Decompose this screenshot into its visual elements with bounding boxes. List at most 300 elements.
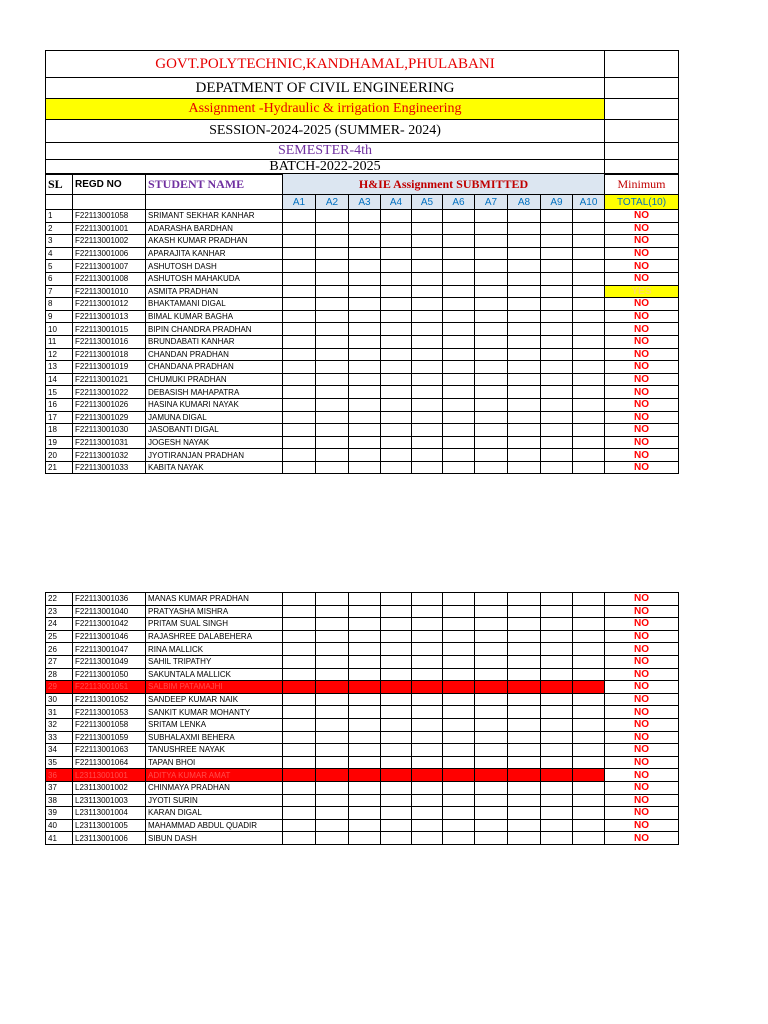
minimum-status: NO bbox=[605, 781, 679, 794]
assignment-cell bbox=[381, 361, 412, 374]
assignment-cell bbox=[475, 235, 508, 248]
assignment-cell bbox=[381, 272, 412, 285]
assignment-cell bbox=[381, 681, 412, 694]
assignment-cell bbox=[381, 323, 412, 336]
assignment-cell bbox=[475, 756, 508, 769]
assignment-cell bbox=[475, 744, 508, 757]
regd-number: F22113001001 bbox=[73, 222, 146, 235]
minimum-status: NO bbox=[605, 718, 679, 731]
student-name: PRITAM SUAL SINGH bbox=[146, 618, 283, 631]
assignment-cell bbox=[381, 693, 412, 706]
assignment-cell bbox=[316, 298, 349, 311]
assignment-cell bbox=[443, 411, 475, 424]
assignment-cell bbox=[283, 593, 316, 606]
assignment-cell bbox=[412, 361, 443, 374]
regd-number: F22113001022 bbox=[73, 386, 146, 399]
assignment-cell bbox=[349, 222, 381, 235]
assignment-cell bbox=[508, 630, 541, 643]
assignment-cell bbox=[573, 285, 605, 298]
assignment-cell bbox=[443, 373, 475, 386]
assignment-cell bbox=[475, 298, 508, 311]
assignment-cell bbox=[316, 335, 349, 348]
student-name: BIPIN CHANDRA PRADHAN bbox=[146, 323, 283, 336]
regd-number: L23113001004 bbox=[73, 807, 146, 820]
assignment-cell bbox=[541, 323, 573, 336]
regd-number: F22113001042 bbox=[73, 618, 146, 631]
assignment-cell bbox=[412, 348, 443, 361]
regd-number: F22113001040 bbox=[73, 605, 146, 618]
assignment-cell bbox=[573, 756, 605, 769]
blank-cell bbox=[46, 195, 73, 210]
assignment-cell bbox=[541, 424, 573, 437]
assignment-cell bbox=[316, 323, 349, 336]
assignment-cell bbox=[475, 681, 508, 694]
student-row bbox=[46, 718, 679, 731]
assignment-cell bbox=[381, 335, 412, 348]
assignment-cell bbox=[443, 630, 475, 643]
assignment-cell bbox=[541, 335, 573, 348]
assignment-cell bbox=[573, 794, 605, 807]
assignment-cell bbox=[283, 411, 316, 424]
assignment-cell bbox=[381, 398, 412, 411]
regd-number: F22113001021 bbox=[73, 373, 146, 386]
assignment-cell bbox=[412, 298, 443, 311]
regd-number: F22113001032 bbox=[73, 449, 146, 462]
assignment-cell bbox=[412, 449, 443, 462]
minimum-status: NO bbox=[605, 386, 679, 399]
assignment-cell bbox=[283, 461, 316, 474]
assignment-cell bbox=[283, 643, 316, 656]
assignment-cell bbox=[508, 323, 541, 336]
assignment-cell bbox=[316, 718, 349, 731]
assignment-cell bbox=[381, 718, 412, 731]
assignment-cell bbox=[508, 744, 541, 757]
assignment-cell bbox=[381, 461, 412, 474]
assignment-cell bbox=[412, 323, 443, 336]
assignment-cell bbox=[316, 756, 349, 769]
assignment-cell bbox=[316, 222, 349, 235]
assignment-cell bbox=[443, 819, 475, 832]
assignment-cell bbox=[412, 781, 443, 794]
serial-number: 3 bbox=[46, 235, 73, 248]
regd-number: F22113001029 bbox=[73, 411, 146, 424]
assignment-cell bbox=[283, 436, 316, 449]
assignment-cell bbox=[283, 449, 316, 462]
student-table-part1 bbox=[45, 173, 679, 474]
assignment-cell bbox=[349, 298, 381, 311]
assignment-cell bbox=[349, 718, 381, 731]
minimum-status: NO bbox=[605, 681, 679, 694]
assignment-cell bbox=[508, 335, 541, 348]
student-row bbox=[46, 630, 679, 643]
assignment-cell bbox=[475, 247, 508, 260]
assignment-cell bbox=[349, 655, 381, 668]
minimum-status: NO bbox=[605, 361, 679, 374]
assignment-cell bbox=[541, 618, 573, 631]
assignment-cell bbox=[541, 247, 573, 260]
student-row bbox=[46, 260, 679, 273]
assignment-cell bbox=[541, 222, 573, 235]
name-header: STUDENT NAME bbox=[146, 174, 283, 195]
assignment-cell bbox=[475, 706, 508, 719]
department-name: DEPATMENT OF CIVIL ENGINEERING bbox=[46, 78, 605, 99]
serial-number: 40 bbox=[46, 819, 73, 832]
assignment-cell bbox=[573, 731, 605, 744]
student-name: JYOTIRANJAN PRADHAN bbox=[146, 449, 283, 462]
assignment-cell bbox=[475, 718, 508, 731]
assignment-cell bbox=[443, 756, 475, 769]
assignment-number-row bbox=[46, 195, 679, 210]
serial-number: 33 bbox=[46, 731, 73, 744]
assignment-cell bbox=[573, 260, 605, 273]
student-name: CHUMUKI PRADHAN bbox=[146, 373, 283, 386]
serial-number: 5 bbox=[46, 260, 73, 273]
assignment-cell bbox=[443, 361, 475, 374]
assignment-cell bbox=[283, 373, 316, 386]
assignment-cell bbox=[443, 769, 475, 782]
student-name: JOGESH NAYAK bbox=[146, 436, 283, 449]
student-row bbox=[46, 832, 679, 845]
assignment-cell bbox=[508, 411, 541, 424]
regd-number: F22113001052 bbox=[73, 693, 146, 706]
blank-cell bbox=[605, 99, 679, 120]
minimum-status: NO bbox=[605, 210, 679, 223]
assignment-cell bbox=[541, 593, 573, 606]
assignment-cell bbox=[316, 461, 349, 474]
student-row bbox=[46, 605, 679, 618]
student-name: SUBHALAXMI BEHERA bbox=[146, 731, 283, 744]
assignment-cell bbox=[475, 832, 508, 845]
assignment-cell bbox=[381, 222, 412, 235]
serial-number: 18 bbox=[46, 424, 73, 437]
assignment-cell bbox=[283, 235, 316, 248]
student-name: BRUNDABATI KANHAR bbox=[146, 335, 283, 348]
serial-number: 4 bbox=[46, 247, 73, 260]
assignment-cell bbox=[316, 706, 349, 719]
assignment-cell bbox=[541, 260, 573, 273]
assignment-cell bbox=[508, 681, 541, 694]
assignment-cell bbox=[349, 361, 381, 374]
student-name: TANUSHREE NAYAK bbox=[146, 744, 283, 757]
session-title: SESSION-2024-2025 (SUMMER- 2024) bbox=[46, 120, 605, 143]
assignment-cell bbox=[381, 794, 412, 807]
assignment-cell bbox=[412, 461, 443, 474]
student-row bbox=[46, 323, 679, 336]
assignment-cell bbox=[475, 461, 508, 474]
assignment-cell bbox=[283, 819, 316, 832]
student-row bbox=[46, 655, 679, 668]
assignment-cell bbox=[283, 718, 316, 731]
submitted-header: H&IE Assignment SUBMITTED bbox=[283, 174, 605, 195]
minimum-status: NO bbox=[605, 807, 679, 820]
assignment-cell bbox=[283, 807, 316, 820]
assignment-cell bbox=[508, 655, 541, 668]
assignment-cell bbox=[508, 260, 541, 273]
assignment-cell bbox=[283, 706, 316, 719]
assignment-cell bbox=[349, 411, 381, 424]
regd-number: F22113001064 bbox=[73, 756, 146, 769]
assignment-cell bbox=[283, 605, 316, 618]
assignment-cell bbox=[349, 706, 381, 719]
student-name: PRATYASHA MISHRA bbox=[146, 605, 283, 618]
college-name: GOVT.POLYTECHNIC,KANDHAMAL,PHULABANI bbox=[46, 51, 605, 78]
assignment-cell bbox=[412, 794, 443, 807]
assignment-cell bbox=[573, 668, 605, 681]
assignment-cell bbox=[316, 386, 349, 399]
regd-number: F22113001047 bbox=[73, 643, 146, 656]
blank-cell bbox=[605, 51, 679, 78]
student-name: KARAN DIGAL bbox=[146, 807, 283, 820]
assignment-cell bbox=[316, 436, 349, 449]
regd-number: F22113001053 bbox=[73, 706, 146, 719]
assignment-cell bbox=[283, 386, 316, 399]
student-name: KABITA NAYAK bbox=[146, 461, 283, 474]
assignment-cell bbox=[508, 794, 541, 807]
minimum-status: NO bbox=[605, 655, 679, 668]
assignment-cell bbox=[475, 693, 508, 706]
student-row bbox=[46, 781, 679, 794]
assignment-cell bbox=[573, 655, 605, 668]
minimum-status: NO bbox=[605, 436, 679, 449]
assignment-cell bbox=[316, 593, 349, 606]
assignment-cell bbox=[508, 235, 541, 248]
assignment-cell bbox=[412, 386, 443, 399]
assignment-cell bbox=[443, 655, 475, 668]
assignment-cell bbox=[283, 247, 316, 260]
assignment-cell bbox=[573, 681, 605, 694]
student-row bbox=[46, 373, 679, 386]
assignment-cell bbox=[412, 769, 443, 782]
assignment-cell bbox=[508, 424, 541, 437]
regd-number: F22113001010 bbox=[73, 285, 146, 298]
assignment-cell bbox=[443, 449, 475, 462]
assignment-cell bbox=[381, 781, 412, 794]
assignment-cell bbox=[508, 373, 541, 386]
assignment-cell bbox=[573, 272, 605, 285]
minimum-status: NO bbox=[605, 247, 679, 260]
assignment-cell bbox=[541, 461, 573, 474]
regd-number: F22113001059 bbox=[73, 731, 146, 744]
minimum-status: NO bbox=[605, 630, 679, 643]
minimum-status: NO bbox=[605, 449, 679, 462]
assignment-cell bbox=[381, 310, 412, 323]
assignment-cell bbox=[475, 398, 508, 411]
regd-number: L23113001002 bbox=[73, 781, 146, 794]
assignment-cell bbox=[349, 386, 381, 399]
regd-number: L23113001006 bbox=[73, 832, 146, 845]
assignment-cell bbox=[541, 731, 573, 744]
assignment-cell bbox=[283, 693, 316, 706]
assignment-cell bbox=[541, 272, 573, 285]
regd-number: F22113001015 bbox=[73, 323, 146, 336]
regd-number: F22113001006 bbox=[73, 247, 146, 260]
serial-number: 34 bbox=[46, 744, 73, 757]
assignment-cell bbox=[443, 386, 475, 399]
assignment-cell bbox=[381, 630, 412, 643]
serial-number: 19 bbox=[46, 436, 73, 449]
assignment-cell bbox=[283, 285, 316, 298]
assignment-cell bbox=[316, 398, 349, 411]
assignment-cell bbox=[316, 235, 349, 248]
assignment-cell bbox=[573, 298, 605, 311]
assignment-cell bbox=[541, 744, 573, 757]
assignment-cell bbox=[573, 461, 605, 474]
serial-number: 17 bbox=[46, 411, 73, 424]
assignment-cell bbox=[283, 210, 316, 223]
minimum-status: NO bbox=[605, 298, 679, 311]
regd-number: F22113001050 bbox=[73, 668, 146, 681]
blank-cell bbox=[146, 195, 283, 210]
assignment-cell bbox=[443, 272, 475, 285]
minimum-status: NO bbox=[605, 643, 679, 656]
minimum-status: NO bbox=[605, 235, 679, 248]
student-name: ADARASHA BARDHAN bbox=[146, 222, 283, 235]
assignment-cell bbox=[381, 411, 412, 424]
assignment-cell bbox=[349, 794, 381, 807]
serial-number: 25 bbox=[46, 630, 73, 643]
assignment-cell bbox=[349, 781, 381, 794]
assignment-cell bbox=[412, 335, 443, 348]
assignment-cell bbox=[443, 643, 475, 656]
assignment-cell bbox=[349, 731, 381, 744]
assignment-cell bbox=[541, 706, 573, 719]
assignment-cell bbox=[573, 247, 605, 260]
assignment-cell bbox=[349, 235, 381, 248]
assignment-cell bbox=[541, 718, 573, 731]
assignment-header-a1: A1 bbox=[283, 195, 316, 210]
assignment-cell bbox=[475, 411, 508, 424]
assignment-cell bbox=[381, 756, 412, 769]
student-name: MANAS KUMAR PRADHAN bbox=[146, 593, 283, 606]
assignment-cell bbox=[573, 361, 605, 374]
total-header: TOTAL(10) bbox=[605, 195, 679, 210]
assignment-cell bbox=[283, 781, 316, 794]
assignment-cell bbox=[443, 461, 475, 474]
assignment-cell bbox=[573, 832, 605, 845]
assignment-cell bbox=[541, 807, 573, 820]
serial-number: 36 bbox=[46, 769, 73, 782]
assignment-cell bbox=[443, 781, 475, 794]
minimum-status: NO bbox=[605, 323, 679, 336]
student-name: RAJASHREE DALABEHERA bbox=[146, 630, 283, 643]
assignment-cell bbox=[541, 681, 573, 694]
assignment-cell bbox=[475, 781, 508, 794]
regd-number: F22113001051 bbox=[73, 681, 146, 694]
assignment-cell bbox=[443, 348, 475, 361]
assignment-cell bbox=[412, 731, 443, 744]
assignment-cell bbox=[443, 247, 475, 260]
assignment-cell bbox=[349, 260, 381, 273]
serial-number: 6 bbox=[46, 272, 73, 285]
assignment-cell bbox=[573, 310, 605, 323]
student-row bbox=[46, 769, 679, 782]
assignment-cell bbox=[573, 323, 605, 336]
assignment-cell bbox=[475, 449, 508, 462]
student-row bbox=[46, 272, 679, 285]
assignment-cell bbox=[475, 630, 508, 643]
serial-number: 28 bbox=[46, 668, 73, 681]
assignment-cell bbox=[475, 794, 508, 807]
assignment-cell bbox=[508, 706, 541, 719]
assignment-cell bbox=[316, 769, 349, 782]
student-row bbox=[46, 411, 679, 424]
assignment-cell bbox=[573, 348, 605, 361]
assignment-cell bbox=[316, 411, 349, 424]
regd-number: F22113001033 bbox=[73, 461, 146, 474]
assignment-cell bbox=[316, 247, 349, 260]
assignment-cell bbox=[443, 706, 475, 719]
assignment-cell bbox=[508, 436, 541, 449]
assignment-cell bbox=[508, 618, 541, 631]
regd-number: F22113001036 bbox=[73, 593, 146, 606]
assignment-cell bbox=[412, 618, 443, 631]
serial-number: 11 bbox=[46, 335, 73, 348]
assignment-cell bbox=[475, 668, 508, 681]
assignment-cell bbox=[508, 668, 541, 681]
assignment-cell bbox=[443, 298, 475, 311]
assignment-cell bbox=[573, 235, 605, 248]
assignment-cell bbox=[412, 235, 443, 248]
student-name: BIMAL KUMAR BAGHA bbox=[146, 310, 283, 323]
assignment-cell bbox=[443, 794, 475, 807]
regd-number: F22113001049 bbox=[73, 655, 146, 668]
assignment-cell bbox=[573, 769, 605, 782]
assignment-cell bbox=[381, 655, 412, 668]
student-name: CHANDANA PRADHAN bbox=[146, 361, 283, 374]
assignment-cell bbox=[508, 807, 541, 820]
assignment-cell bbox=[283, 668, 316, 681]
assignment-cell bbox=[541, 398, 573, 411]
assignment-cell bbox=[381, 593, 412, 606]
student-row bbox=[46, 693, 679, 706]
minimum-status: NO bbox=[605, 618, 679, 631]
assignment-cell bbox=[541, 769, 573, 782]
assignment-cell bbox=[283, 832, 316, 845]
assignment-cell bbox=[381, 643, 412, 656]
assignment-cell bbox=[443, 618, 475, 631]
assignment-cell bbox=[508, 247, 541, 260]
assignment-cell bbox=[573, 618, 605, 631]
assignment-cell bbox=[508, 222, 541, 235]
assignment-cell bbox=[541, 285, 573, 298]
regd-number: F22113001063 bbox=[73, 744, 146, 757]
assignment-cell bbox=[316, 630, 349, 643]
assignment-cell bbox=[541, 819, 573, 832]
assignment-cell bbox=[443, 731, 475, 744]
assignment-cell bbox=[508, 781, 541, 794]
assignment-cell bbox=[349, 335, 381, 348]
serial-number: 37 bbox=[46, 781, 73, 794]
assignment-cell bbox=[316, 668, 349, 681]
assignment-cell bbox=[412, 260, 443, 273]
assignment-cell bbox=[475, 210, 508, 223]
assignment-cell bbox=[381, 235, 412, 248]
assignment-cell bbox=[508, 285, 541, 298]
assignment-cell bbox=[475, 272, 508, 285]
assignment-cell bbox=[349, 373, 381, 386]
assignment-cell bbox=[475, 386, 508, 399]
student-row bbox=[46, 668, 679, 681]
student-name: ASMITA PRADHAN bbox=[146, 285, 283, 298]
student-name: SAHIL TRIPATHY bbox=[146, 655, 283, 668]
assignment-cell bbox=[475, 819, 508, 832]
assignment-cell bbox=[316, 361, 349, 374]
student-name: SALBIM PATAMAJHI bbox=[146, 681, 283, 694]
assignment-cell bbox=[541, 235, 573, 248]
assignment-cell bbox=[443, 260, 475, 273]
minimum-status: NO bbox=[605, 310, 679, 323]
serial-number: 2 bbox=[46, 222, 73, 235]
